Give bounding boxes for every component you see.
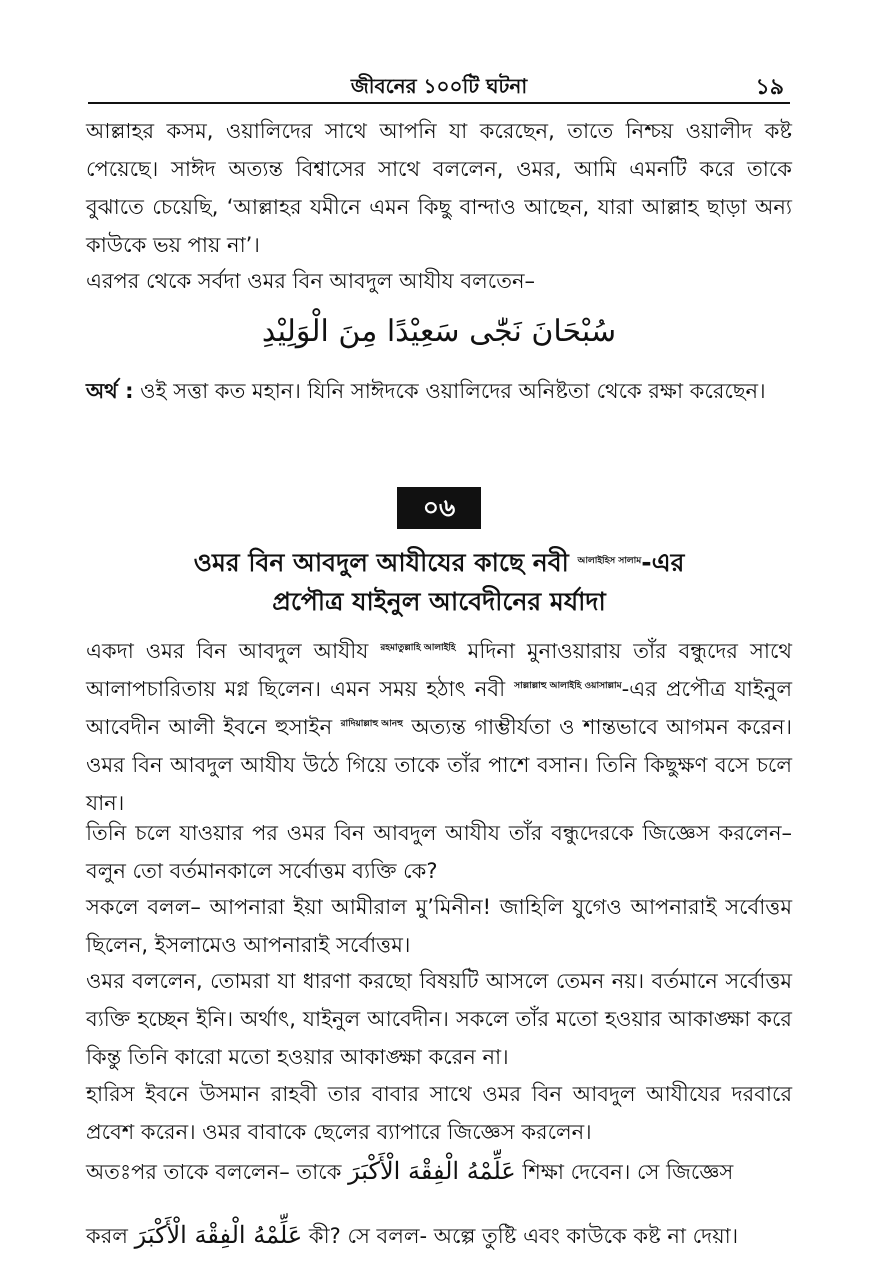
paragraph-4: তিনি চলে যাওয়ার পর ওমর বিন আবদুল আযীয তাঁর বন্ধুদেরকে জিজ্ঞেস করলেন– বলুন তো বর্তমানকালে সর্বোত্তম ব্যক্তি কে? xyxy=(86,821,792,883)
chapter-title-line-2: প্রপৌত্র যাইনুল আবেদীনের মর্যাদা xyxy=(272,587,606,616)
paragraph-7: হারিস ইবনে উসমান রাহবী তার বাবার সাথে ওমর বিন আবদুল আযীযের দরবারে প্রবেশ করেন। ওমর বাবাকে ছেলের ব্যাপারে জিজ্ঞেস করলেন। xyxy=(86,1082,792,1144)
paragraph-5: সকলে বলল– আপনারা ইয়া আমীরাল মু’মিনীন! জাহিলি যুগেও আপনারাই সর্বোত্তম ছিলেন, ইসলামেও আপনারাই সর্বোত্তম। xyxy=(86,895,792,957)
page-number: ১৯ xyxy=(755,75,784,100)
paragraph-9-text-b: কী? সে বলল- অল্পে তুষ্টি এবং কাউকে কষ্ট না দেয়া। xyxy=(302,1224,739,1248)
meaning-label: অর্থ : xyxy=(86,379,134,403)
chapter-title-text: ওমর বিন আবদুল আযীযের কাছে নবী xyxy=(193,548,578,577)
chapter-number: ০৬ xyxy=(397,487,481,529)
meaning-text: ওই সত্তা কত মহান। যিনি সাঈদকে ওয়ালিদের অনিষ্টতা থেকে রক্ষা করেছেন। xyxy=(133,379,766,403)
arabic-phrase: عَلِّمْهُ الْفِقْهَ الْأَكْبَرَ xyxy=(134,1221,303,1249)
paragraph-3 xyxy=(86,632,792,822)
honorific-glyph: রাদিয়াল্লাহু আনহু xyxy=(340,719,403,729)
honorific-glyph: সাল্লাল্লাহু আলাইহি ওয়াসাল্লাম xyxy=(514,681,622,691)
page-header xyxy=(88,68,790,104)
running-title: জীবনের ১০০টি ঘটনা xyxy=(350,74,528,98)
honorific-glyph: রহমাতুল্লাহি আলাইহি xyxy=(380,643,456,653)
paragraph-8-text-b: শিক্ষা দেবেন। সে জিজ্ঞেস xyxy=(515,1160,734,1184)
paragraph-3-text-a: একদা ওমর বিন আবদুল আযীয xyxy=(86,639,381,663)
paragraph-2: এরপর থেকে সর্বদা ওমর বিন আবদুল আযীয বলতেন– xyxy=(86,269,536,293)
meaning-paragraph xyxy=(86,372,792,410)
honorific-glyph: আলাইহিস সালাম xyxy=(577,556,642,566)
arabic-phrase: عَلِّمْهُ الْفِقْهَ الْأَكْبَرَ xyxy=(348,1157,516,1185)
paragraph-3-text-c: -এর প্রপৌত্র যাইনুল আবেদীন আলী ইবনে হুসাইন xyxy=(86,677,792,739)
paragraph-3-text-b: মদিনা মুনাওয়ারায় তাঁর বন্ধুদের সাথে আলাপচারিতায় মগ্ন ছিলেন। এমন সময় হঠাৎ নবী xyxy=(86,639,792,701)
paragraph-8-text-a: অতঃপর তাকে বললেন– তাকে xyxy=(86,1160,349,1184)
arabic-quote: سُبْحَانَ نَجّٰى سَعِيْدًا مِنَ الْوَلِيْدِ xyxy=(261,314,617,349)
chapter-title-suffix: -এর xyxy=(641,548,685,577)
paragraph-6: ওমর বললেন, তোমরা যা ধারণা করছো বিষয়টি আসলে তেমন নয়। বর্তমানে সর্বোত্তম ব্যক্তি হচ্ছেন ইনি। অর্থাৎ, যাইনুল আবেদীন। সকলে তাঁর মতো হওয়ার আকাঙ্ক্ষা করে কিন্তু তিনি কারো মতো হওয়ার আকাঙ্ক্ষা করেন না। xyxy=(86,969,792,1069)
paragraph-9 xyxy=(86,1216,792,1255)
paragraph-1: আল্লাহর কসম, ওয়ালিদের সাথে আপনি যা করেছেন, তাতে নিশ্চয় ওয়ালীদ কষ্ট পেয়েছে। সাঈদ অত্যন্ত বিশ্বাসের সাথে বললেন, ওমর, আমি এমনটি করে তাকে বুঝাতে চেয়েছি, ‘আল্লাহর যমীনে এমন কিছু বান্দাও আছেন, যারা আল্লাহ ছাড়া অন্য কাউকে ভয় পায় না’। xyxy=(86,119,792,257)
paragraph-9-text-a: করল xyxy=(86,1224,135,1248)
paragraph-3-text-d: অত্যন্ত গাম্ভীর্যতা ও শান্তভাবে আগমন করেন। ওমর বিন আবদুল আযীয উঠে গিয়ে তাকে তাঁর পাশে বসান। তিনি কিছুক্ষণ বসে চলে যান। xyxy=(86,715,792,815)
paragraph-8 xyxy=(86,1152,792,1191)
chapter-title-line-1 xyxy=(86,544,792,582)
